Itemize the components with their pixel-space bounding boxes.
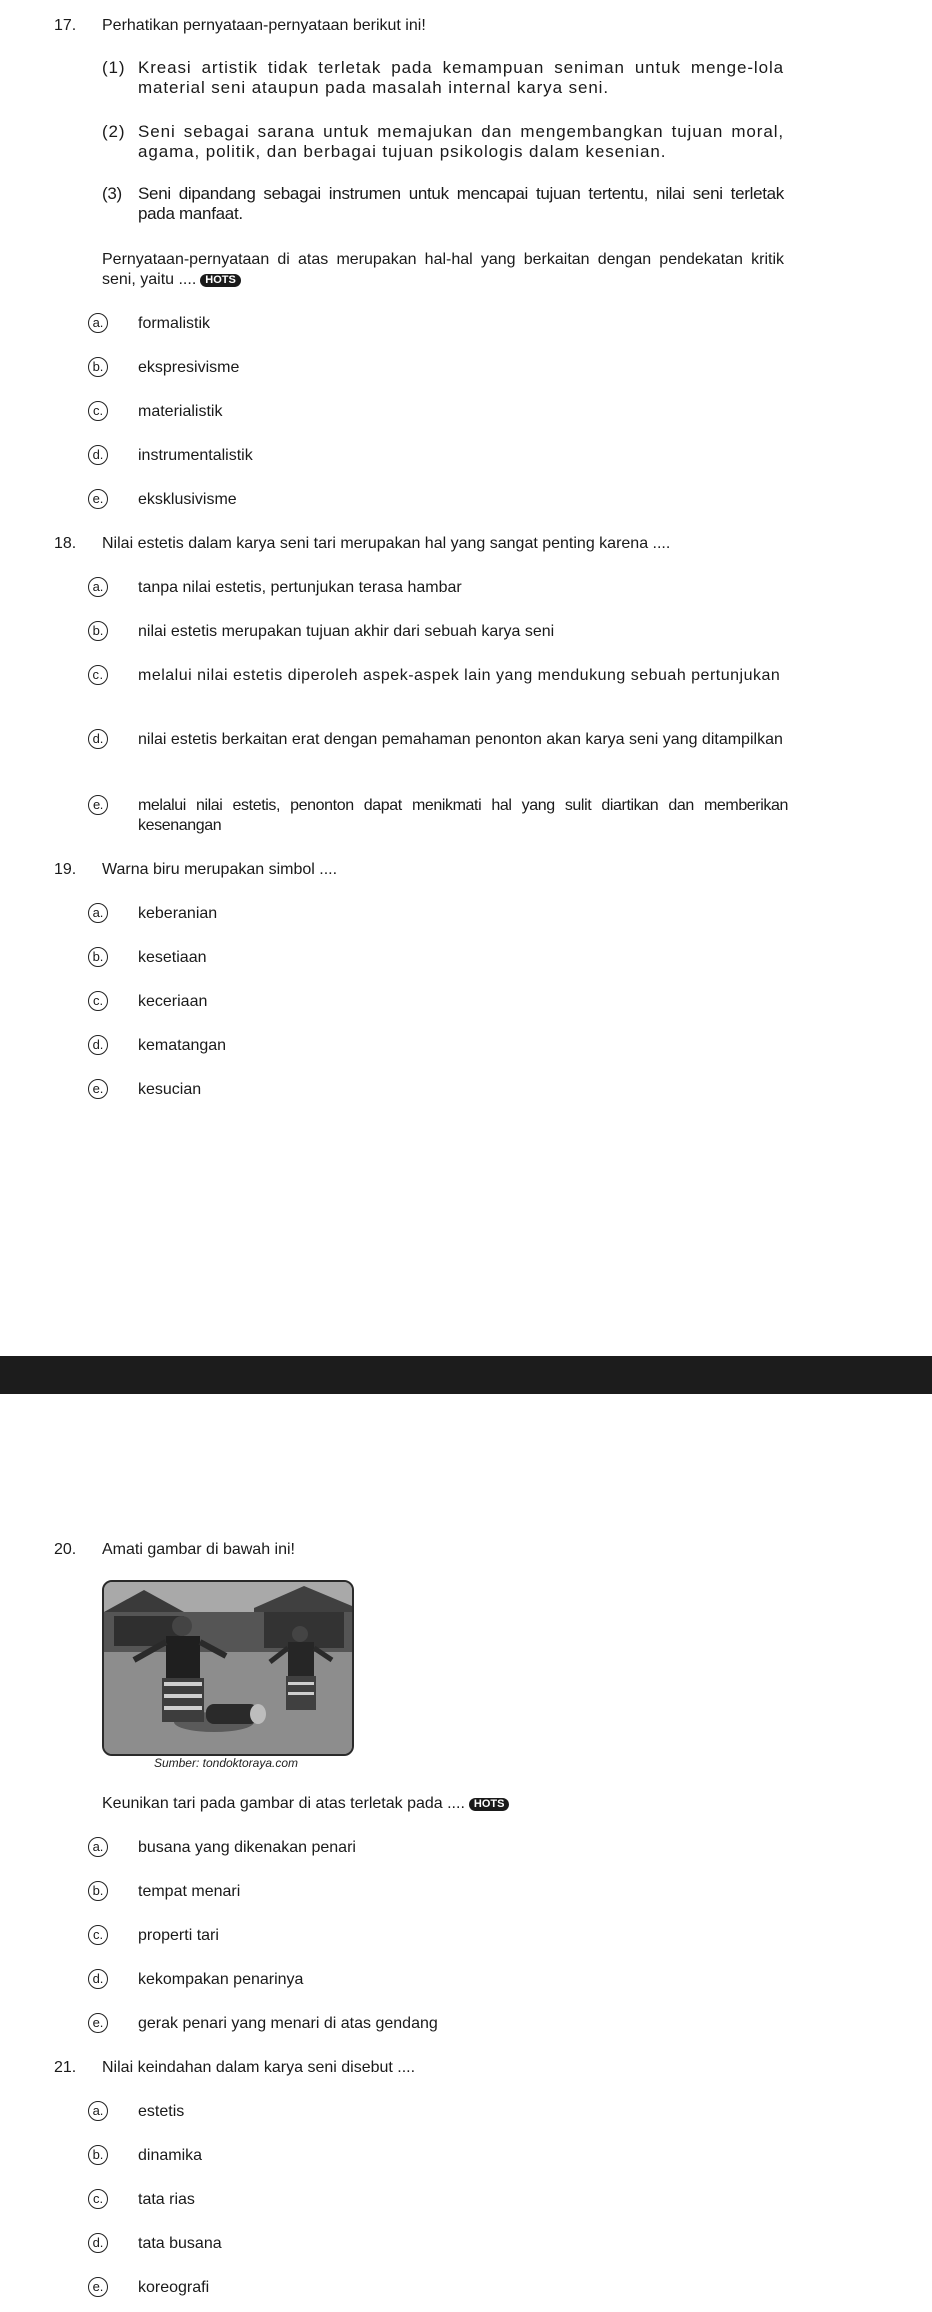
option-letter: b. <box>88 2145 108 2165</box>
option-c[interactable] <box>88 1926 788 1946</box>
option-e[interactable] <box>88 490 788 510</box>
option-letter: a. <box>88 2101 108 2121</box>
option-letter: e. <box>88 2277 108 2297</box>
question-lead <box>102 250 784 290</box>
option-e[interactable] <box>88 2278 788 2298</box>
statement-number: (1) <box>102 58 126 77</box>
option-e[interactable] <box>88 1080 788 1100</box>
option-letter: a. <box>88 1837 108 1857</box>
hots-badge: HOTS <box>469 1798 510 1811</box>
option-b[interactable] <box>88 2146 788 2166</box>
option-letter: c. <box>88 991 108 1011</box>
hots-badge: HOTS <box>200 274 241 287</box>
option-letter: e. <box>88 489 108 509</box>
option-text: busana yang dikenakan penari <box>138 1839 356 1856</box>
option-letter: b. <box>88 947 108 967</box>
option-a[interactable] <box>88 2102 788 2122</box>
option-d[interactable] <box>88 446 788 466</box>
option-c[interactable] <box>88 992 788 1012</box>
option-b[interactable] <box>88 622 788 642</box>
option-text: keceriaan <box>138 993 208 1010</box>
option-text: tata rias <box>138 2191 195 2208</box>
photo-caption: Sumber: tondoktoraya.com <box>153 1756 299 1770</box>
option-d[interactable] <box>88 1970 788 1990</box>
option-text: nilai estetis merupakan tujuan akhir dari sebuah karya seni <box>138 623 555 640</box>
statement-1 <box>102 58 784 98</box>
option-text: eksklusivisme <box>138 491 237 508</box>
option-b[interactable] <box>88 948 788 968</box>
option-text: kesetiaan <box>138 949 207 966</box>
question-text: Perhatikan pernyataan-pernyataan berikut ini! <box>102 17 426 34</box>
option-letter: c. <box>88 2189 108 2209</box>
option-text: melalui nilai estetis, penonton dapat menikmati hal yang sulit diartikan dan memberikan kesenangan <box>138 797 788 834</box>
option-text: properti tari <box>138 1927 219 1944</box>
option-text: nilai estetis berkaitan erat dengan pemahaman penonton akan karya seni yang ditampilkan <box>138 731 783 748</box>
option-letter: d. <box>88 1969 108 1989</box>
option-e[interactable] <box>88 2014 788 2034</box>
option-text: keberanian <box>138 905 218 922</box>
option-b[interactable] <box>88 358 788 378</box>
option-c[interactable] <box>88 666 788 686</box>
option-letter: c. <box>88 1925 108 1945</box>
option-text: kematangan <box>138 1037 227 1054</box>
option-text: kesucian <box>138 1081 202 1098</box>
option-b[interactable] <box>88 1882 788 1902</box>
option-d[interactable] <box>88 2234 788 2254</box>
option-text: tanpa nilai estetis, pertunjukan terasa hambar <box>138 579 462 596</box>
page-separator-bar <box>0 1356 932 1394</box>
option-letter: b. <box>88 621 108 641</box>
statement-text: Kreasi artistik tidak terletak pada kemampuan seniman untuk menge-lola material seni ataupun pada masalah internal karya seni. <box>138 58 784 97</box>
option-text: tempat menari <box>138 1883 241 1900</box>
question-number: 19. <box>54 861 77 878</box>
option-text: formalistik <box>138 315 211 332</box>
option-e[interactable] <box>88 796 788 836</box>
dance-photo <box>102 1580 354 1756</box>
statement-number: (3) <box>102 184 122 203</box>
question-number: 21. <box>54 2059 77 2076</box>
option-a[interactable] <box>88 904 788 924</box>
option-text: instrumentalistik <box>138 447 253 464</box>
option-letter: c. <box>88 665 108 685</box>
statement-text: Seni dipandang sebagai instrumen untuk mencapai tujuan tertentu, nilai seni terletak pada manfaat. <box>138 184 784 223</box>
option-letter: d. <box>88 729 108 749</box>
option-letter: d. <box>88 445 108 465</box>
option-letter: d. <box>88 1035 108 1055</box>
statement-number: (2) <box>102 122 126 141</box>
option-c[interactable] <box>88 2190 788 2210</box>
option-letter: a. <box>88 313 108 333</box>
question-lead <box>102 1794 784 1814</box>
question-number: 20. <box>54 1541 77 1558</box>
option-a[interactable] <box>88 314 788 334</box>
option-text: gerak penari yang menari di atas gendang <box>138 2015 438 2032</box>
question-text: Nilai keindahan dalam karya seni disebut .... <box>102 2059 416 2076</box>
option-letter: a. <box>88 577 108 597</box>
lead-text: Keunikan tari pada gambar di atas terletak pada .... <box>102 1795 465 1812</box>
option-d[interactable] <box>88 730 788 750</box>
question-text: Nilai estetis dalam karya seni tari merupakan hal yang sangat penting karena .... <box>102 535 671 552</box>
option-a[interactable] <box>88 1838 788 1858</box>
statement-3 <box>102 184 784 224</box>
option-letter: a. <box>88 903 108 923</box>
option-d[interactable] <box>88 1036 788 1056</box>
option-letter: e. <box>88 1079 108 1099</box>
option-a[interactable] <box>88 578 788 598</box>
option-text: ekspresivisme <box>138 359 240 376</box>
question-number: 17. <box>54 17 77 34</box>
question-text: Amati gambar di bawah ini! <box>102 1541 295 1558</box>
option-text: koreografi <box>138 2279 210 2296</box>
option-letter: b. <box>88 357 108 377</box>
option-text: estetis <box>138 2103 185 2120</box>
dance-photo-illustration <box>104 1582 352 1754</box>
option-letter: c. <box>88 401 108 421</box>
option-letter: d. <box>88 2233 108 2253</box>
option-letter: b. <box>88 1881 108 1901</box>
option-letter: e. <box>88 2013 108 2033</box>
option-c[interactable] <box>88 402 788 422</box>
question-number: 18. <box>54 535 77 552</box>
question-text: Warna biru merupakan simbol .... <box>102 861 338 878</box>
option-text: tata busana <box>138 2235 222 2252</box>
statement-text: Seni sebagai sarana untuk memajukan dan mengembangkan tujuan moral, agama, politik, dan berbagai tujuan psikologis dalam kesenian. <box>138 122 784 161</box>
option-text: dinamika <box>138 2147 203 2164</box>
lead-text: Pernyataan-pernyataan di atas merupakan hal-hal yang berkaitan dengan pendekatan kritik seni, yaitu .... <box>102 251 784 288</box>
page-section-bottom <box>0 1394 932 2312</box>
option-text: melalui nilai estetis diperoleh aspek-aspek lain yang mendukung sebuah pertunjukan <box>138 667 781 684</box>
option-text: kekompakan penarinya <box>138 1971 304 1988</box>
option-letter: e. <box>88 795 108 815</box>
option-text: materialistik <box>138 403 223 420</box>
statement-2 <box>102 122 784 162</box>
